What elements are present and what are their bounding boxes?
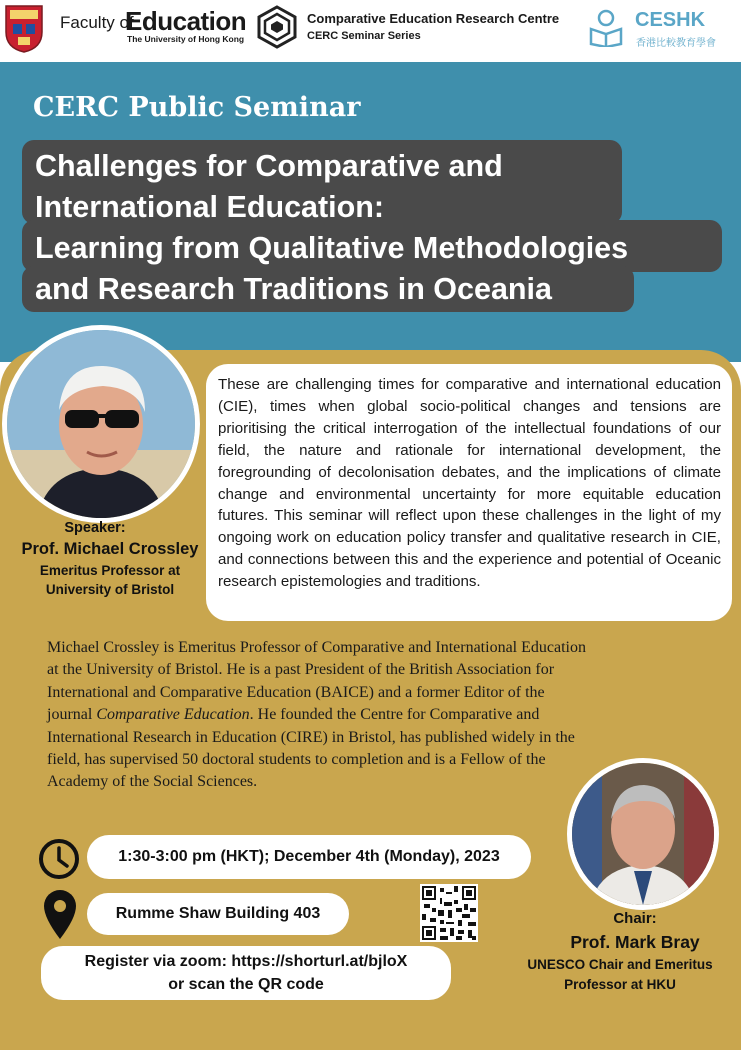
speaker-title: Emeritus Professor at [39, 563, 181, 578]
journal-name: Comparative Education [96, 706, 250, 724]
register-qr-hint: or scan the QR code [168, 976, 324, 993]
ceshk-chinese-name: 香港比較教育學會 [636, 38, 716, 49]
cerc-series: CERC Seminar Series [307, 30, 421, 42]
title-line: Learning from Qualitative Methodologies [35, 231, 629, 265]
chair-affiliation: Professor at HKU [564, 977, 676, 992]
speaker-name: Prof. Michael Crossley [21, 540, 199, 558]
chair-name: Prof. Mark Bray [570, 932, 700, 952]
speaker-label: Speaker: [64, 520, 126, 536]
seminar-description: These are challenging times for comparative and international education (CIE), times when global socio-political changes and tensions are prioritising the critical interrogation of the intellectual foundations of our field, the nature and rationale for international development, the foregrounding of decolonisation debates, and the implications of climate change and environmental uncertainty for more equitable education futures. This seminar will reflect upon these challenges in the light of my ongoing work on education policy transfer and qualitative research in CIE, and connections between this and the experience and potential of Oceanic research epistemologies and traditions. [218, 376, 721, 591]
chair-label: Chair: [613, 910, 657, 927]
speaker-affiliation: University of Bristol [45, 582, 175, 597]
register-link[interactable]: Register via zoom: https://shorturl.at/bjloX [84, 953, 408, 970]
clock-icon [38, 838, 80, 880]
speaker-photo [2, 325, 200, 523]
bio-text: . He founded the Centre for Comparative and International Research in Education (CIRE) in Bristol, has published widely in the field, has supervised 50 doctoral students to completion and is a Fellow of the Academy of the Social Sciences. [47, 706, 575, 791]
faculty-of-text: Faculty of [60, 13, 134, 32]
faculty-education-text: Education [125, 6, 247, 36]
seminar-title [35, 146, 725, 310]
time-pill: 1:30-3:00 pm (HKT); December 4th (Monday), 2023 [87, 835, 531, 879]
cerc-name: Comparative Education Research Centre [307, 11, 560, 26]
title-line: and Research Traditions in Oceania [35, 272, 552, 306]
cerc-logo-icon [255, 5, 299, 49]
bio-text: Michael Crossley is Emeritus Professor of Comparative and International Education at the University of Bristol. He is a past President of the British Association for International and Comparative Education (BAICE) and a former Editor of the journal [47, 639, 586, 724]
speaker-bio [47, 637, 587, 794]
ceshk-name: CESHK [635, 9, 706, 31]
location-pin-icon [42, 888, 78, 940]
chair-title: UNESCO Chair and Emeritus [527, 957, 713, 972]
qr-code-icon[interactable] [420, 884, 478, 942]
register-pill[interactable] [41, 946, 451, 1000]
title-line: Challenges for Comparative and [35, 149, 503, 183]
header-bar [0, 0, 741, 62]
venue-pill: Rumme Shaw Building 403 [87, 893, 349, 935]
chair-photo [567, 758, 719, 910]
hku-crest-icon [4, 4, 44, 54]
title-line: International Education: [35, 190, 385, 224]
ceshk-book-icon [588, 7, 624, 47]
university-name: The University of Hong Kong [127, 34, 245, 44]
series-title: CERC Public Seminar [33, 92, 361, 123]
